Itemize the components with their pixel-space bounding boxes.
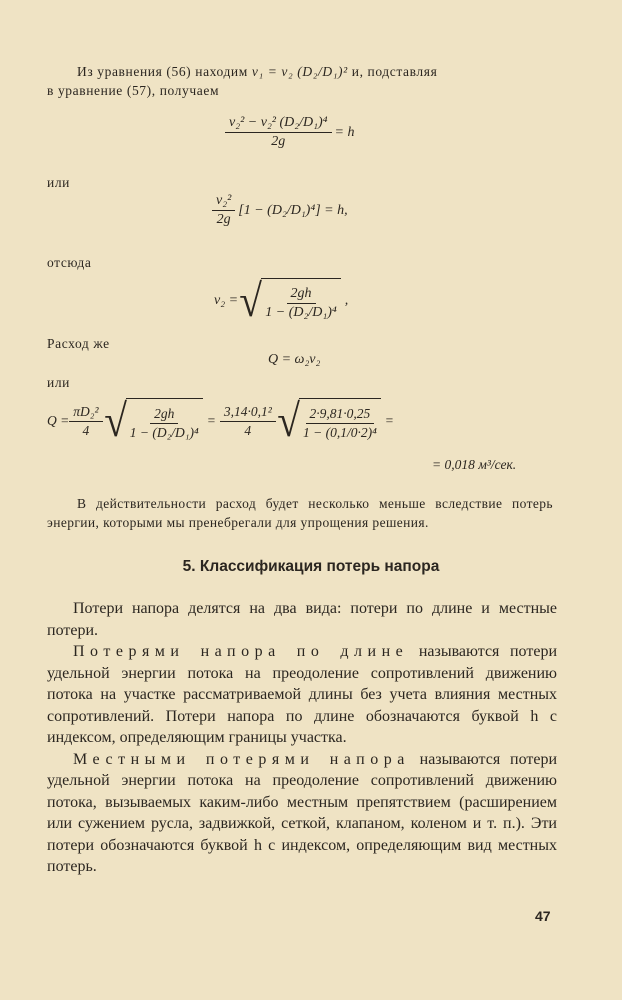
intro-prefix: Из уравнения (56) находим [77, 64, 248, 79]
or-label-2: или [47, 375, 70, 390]
section-title: 5. Классификация потерь напора [182, 558, 440, 575]
sqrt-sign: √ $\frac{2gh}{\text{1 − (D₂/D₁)⁴}}$ [238, 278, 341, 324]
eq5-equals-b: = [384, 413, 394, 428]
discharge-label: Расход же [47, 336, 110, 351]
paragraph-3 [47, 749, 557, 878]
paragraph-1: Потери напора делятся на два вида: потери по длине и местные потери. [47, 600, 557, 639]
equation-5 [47, 395, 394, 446]
or-label-1: или [47, 175, 70, 190]
eq5-lhs: Q = [47, 413, 70, 428]
sqrt-sign: √ $\frac{2gh}{\text{1 − (D₂/D₁)⁴}}$ [103, 398, 203, 444]
eq5-f4-denominator: 1 − (0,1/0·2)⁴ [303, 424, 377, 440]
equation-4: Q = ω₂v₂ [268, 352, 321, 367]
note-paragraph: В действительности расход будет несколько меньше вследствие потерь энергии, которыми мы пренебрегали для упрощения решения. [47, 496, 553, 530]
intro-suffix: и, подставляя [351, 64, 438, 79]
eq3-denominator: 1 − (D₂/D₁)⁴ [265, 304, 337, 320]
intro-paragraph [47, 62, 553, 81]
page-number: 47 [535, 908, 551, 924]
spaced-term-length-losses: Потерями напора по длине [73, 643, 409, 660]
paragraph-2 [47, 641, 557, 749]
eq3-numerator: 2gh [287, 285, 316, 304]
eq3-lhs: v₂ = [214, 293, 239, 308]
intro-line-2: в уравнение (57), получаем [47, 83, 220, 98]
eq5-f3-denominator: 4 [244, 422, 252, 438]
eq2-rhs: [1 − (D₂/D₁)⁴] = h, [238, 202, 348, 218]
eq2-denominator: 2g [216, 212, 231, 227]
eq5-f3-numerator: 3,14·0,1² [220, 403, 276, 422]
eq1-rhs: = h [334, 124, 355, 140]
equation-1 [225, 114, 355, 151]
eq3-tail: , [344, 293, 349, 308]
equation-2 [212, 192, 348, 229]
eq5-f2-denominator: 1 − (D₂/D₁)⁴ [129, 424, 199, 440]
paragraph-3-text: называются потери удельной энергии потока на преодоление сопротивлений движению потока, вызываемых каким-либо местным препятствием (расширением или сужением русла, задвижкой, сеткой, клапаном, коленом и т. п.). Эти потери обозначаются буквой h с индексом, определяющим вид местных потерь. [47, 750, 558, 875]
eq5-f1-denominator: 4 [82, 422, 90, 438]
sqrt-sign: √ $\frac{2\cdot 9,81\cdot 0,25}{\text{1 − (0,1/0·2)⁴}}$ [276, 398, 381, 444]
spaced-term-local-losses: Местными потерями напора [73, 750, 410, 768]
eq5-equals-a: = [206, 413, 216, 428]
eq5-f2-numerator: 2gh [150, 405, 178, 424]
body-text [47, 598, 557, 878]
eq5-f1-numerator: πD₂² [69, 403, 102, 422]
eq1-numerator: v₂² − v₂² (D₂/D₁)⁴ [225, 114, 332, 133]
paragraph-2-text: называются потери удельной энергии потока на преодоление сопротивлений движению потока на участке рассматриваемой длины без учета влияния местных сопротивлений. Потери напора по длине обозначаются буквой h с индексом, определяющим границы участка. [47, 643, 558, 746]
hence-label: отсюда [47, 255, 92, 270]
eq1-denominator: 2g [271, 134, 286, 149]
eq2-numerator: v₂² [212, 192, 235, 211]
equation-3 [214, 275, 349, 326]
eq5-result: = 0,018 м³/сек. [432, 457, 517, 472]
intro-formula: v₁ = v₂ (D₂/D₁)² [251, 64, 348, 79]
eq5-f4-numerator: 2·9,81·0,25 [306, 405, 375, 424]
